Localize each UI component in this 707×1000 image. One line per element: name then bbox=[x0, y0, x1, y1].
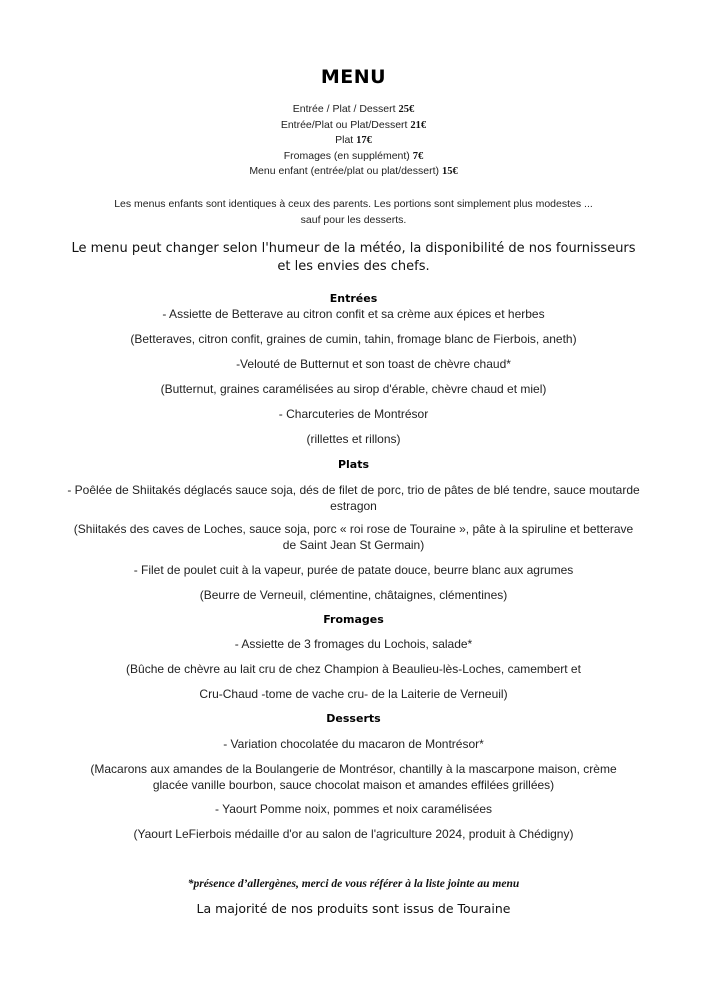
dish-line: -Velouté de Butternut et son toast de chèvre chaud* bbox=[236, 357, 511, 371]
price-line: Fromages (en supplément) 7€ bbox=[283, 149, 424, 162]
section-heading-entrees: Entrées bbox=[329, 292, 378, 305]
dish-ingredients-cont: Cru-Chaud -tome de vache cru- de la Laiterie de Verneuil) bbox=[199, 687, 508, 701]
price-list bbox=[0, 102, 707, 180]
dish-ingredients: (Macarons aux amandes de la Boulangerie de Montrésor, chantilly à la mascarpone maison, crème bbox=[90, 762, 617, 776]
price-value: 7€ bbox=[412, 150, 424, 162]
dish-line: - Assiette de Betterave au citron confit et sa crème aux épices et herbes bbox=[162, 307, 545, 321]
origin-note: La majorité de nos produits sont issus de Touraine bbox=[196, 901, 511, 916]
price-value: 25€ bbox=[398, 104, 415, 115]
price-line: Entrée / Plat / Dessert 25€ bbox=[292, 103, 415, 115]
dish-ingredients: (Bûche de chèvre au lait cru de chez Champion à Beaulieu-lès-Loches, camembert et bbox=[126, 662, 581, 676]
price-line: Plat 17€ bbox=[335, 134, 372, 147]
section-heading-desserts: Desserts bbox=[326, 712, 381, 725]
dish-ingredients: (Beurre de Verneuil, clémentine, châtaignes, clémentines) bbox=[199, 588, 508, 602]
kids-menu-note: Les menus enfants sont identiques à ceux des parents. Les portions sont simplement plus modestes ... sauf pour les desserts. bbox=[114, 198, 593, 226]
section-heading-fromages: Fromages bbox=[323, 613, 384, 626]
dish-line: - Yaourt Pomme noix, pommes et noix caramélisées bbox=[214, 802, 492, 816]
dish-line: - Poêlée de Shiitakés déglacés sauce soja, dés de filet de porc, trio de pâtes de blé tendre, sauce moutarde bbox=[67, 483, 640, 497]
price-line: Entrée/Plat ou Plat/Dessert 21€ bbox=[280, 118, 427, 131]
dish-line: - Filet de poulet cuit à la vapeur, purée de patate douce, beurre blanc aux agrumes bbox=[133, 563, 574, 577]
dish-ingredients: (Shiitakés des caves de Loches, sauce soja, porc « roi rose de Touraine », pâte à la spiruline et betterave bbox=[73, 522, 634, 536]
dish-line: - Assiette de 3 fromages du Lochois, salade* bbox=[234, 637, 473, 651]
price-value: 21€ bbox=[410, 119, 427, 131]
price-value: 17€ bbox=[356, 135, 372, 147]
price-value: 15€ bbox=[441, 166, 458, 178]
dish-line: - Variation chocolatée du macaron de Montrésor* bbox=[223, 737, 484, 751]
dish-ingredients: (rillettes et rillons) bbox=[306, 432, 401, 446]
price-line: Menu enfant (entrée/plat ou plat/dessert) 15€ bbox=[249, 165, 458, 178]
menu-title: MENU bbox=[320, 66, 387, 88]
allergen-note: *présence d’allergènes, merci de vous référer à la liste jointe au menu bbox=[187, 878, 520, 890]
dish-line-cont: estragon bbox=[330, 499, 377, 513]
dish-line: - Charcuteries de Montrésor bbox=[278, 407, 429, 421]
menu-change-note: Le menu peut changer selon l'humeur de la météo, la disponibilité de nos fournisseurs et les envies des chefs. bbox=[71, 241, 636, 274]
dish-ingredients-cont: glacée vanille bourbon, sauce chocolat maison et amandes effilées grillées) bbox=[152, 778, 555, 792]
dish-ingredients: (Yaourt LeFierbois médaille d'or au salon de l'agriculture 2024, produit à Chédigny) bbox=[133, 827, 574, 841]
section-heading-plats: Plats bbox=[337, 458, 370, 471]
dish-ingredients: (Butternut, graines caramélisées au sirop d'érable, chèvre chaud et miel) bbox=[160, 382, 547, 396]
dish-ingredients: (Betteraves, citron confit, graines de cumin, tahin, fromage blanc de Fierbois, aneth) bbox=[130, 332, 577, 346]
dish-ingredients-cont: de Saint Jean St Germain) bbox=[282, 538, 425, 552]
